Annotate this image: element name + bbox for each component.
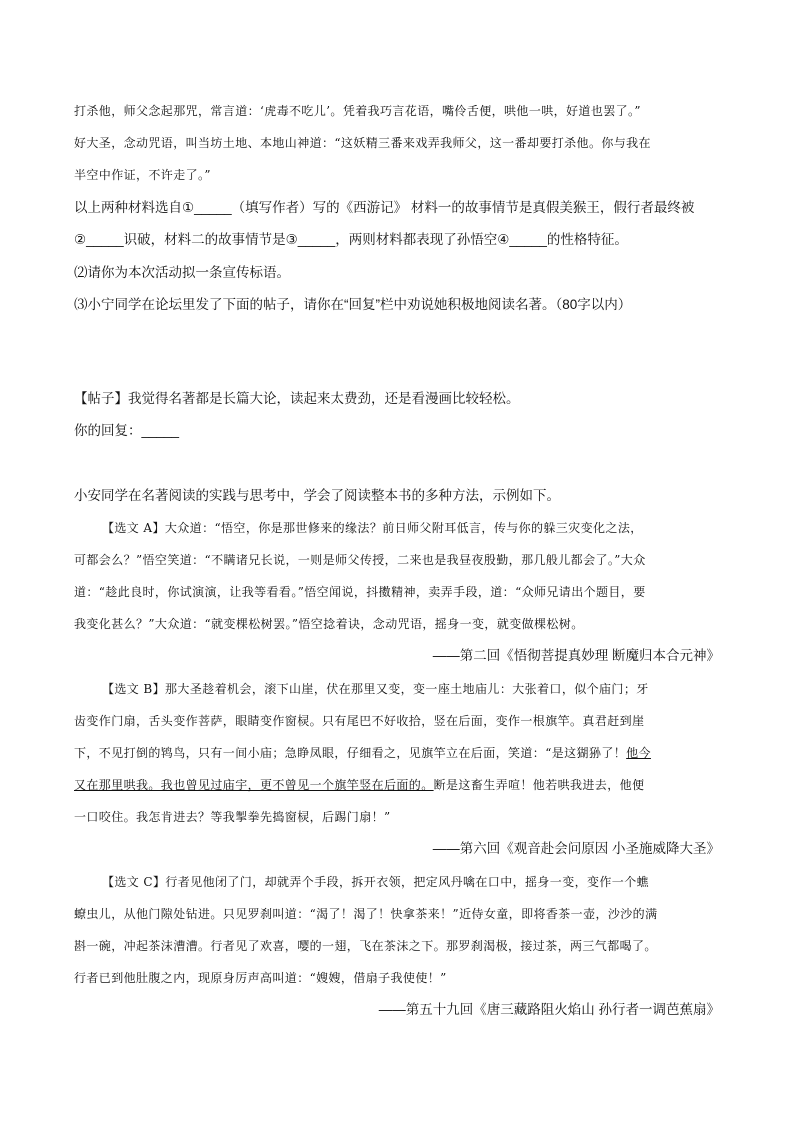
excerpt-c-line: 行者已到他肚腹之内，现原身厉声高叫道：“嫂嫂，借扇子我使使！” (74, 971, 447, 985)
excerpt-b-text: 断是这畜生弄喧！他若哄我进去，他便 (433, 778, 645, 792)
question-1-line: 以上两种材料选自①_____（填写作者）写的《西游记》 材料一的故事情节是真假美猴王，假行者最终被 (74, 200, 695, 215)
excerpt-b-underlined: 他今 (626, 746, 651, 760)
excerpt-b-line: 齿变作门扇，舌头变作菩萨，眼睛变作窗棂。只有尾巴不好收拾，竖在后面，变作一根旗竿。真君赶到崖 (74, 714, 645, 728)
forum-post: 【帖子】我觉得名著都是长篇大论，读起来太费劲，还是看漫画比较轻松。 (74, 391, 520, 406)
material-text-line: 半空中作证，不许走了。” (74, 168, 211, 182)
excerpt-a-line: 可都会么？”悟空笑道：“不瞒诸兄长说，一则是师父传授，二来也是我昼夜殷勤，那几般儿都会了。”大众 (74, 553, 646, 567)
excerpt-b-source: ——第六回《观音赴会问原因 小圣施威降大圣》 (432, 841, 720, 856)
excerpt-c-source: ——第五十九回《唐三藏路阻火焰山 孙行者一调芭蕉扇》 (378, 1002, 720, 1017)
question-3: ⑶小宁同学在论坛里发了下面的帖子，请你在“回复”栏中劝说她积极地阅读名著。（80字以内） (74, 297, 632, 312)
section-intro: 小安同学在名著阅读的实践与思考中，学会了阅读整本书的多种方法，示例如下。 (74, 488, 560, 503)
excerpt-c-line: 【选文 C】行者见他闭了门，却就弄个手段，拆开衣领，把定风丹噙在口中，摇身一变，变作一个蟭 (102, 875, 649, 889)
material-text-line: 好大圣，念动咒语，叫当坊土地、本地山神道：“这妖精三番来戏弄我师父，这一番却要打杀他。你与我在 (74, 136, 651, 150)
excerpt-b-line: 一口咬住。我怎肯进去？等我掣拳先捣窗棂，后踢门扇！” (74, 810, 391, 824)
excerpt-c-line: 蟟虫儿，从他门隙处钻进。只见罗刹叫道：“渴了！渴了！快拿茶来！”近侍女童，即将香茶一壶，沙沙的满 (74, 907, 658, 921)
excerpt-a-line: 道：“趁此良时，你试演演，让我等看看。”悟空闻说，抖擞精神，卖弄手段，道：“众师兄请出个题目，要 (74, 585, 646, 599)
excerpt-b-line (74, 744, 651, 762)
excerpt-b-line: 【选文 B】那大圣趁着机会，滚下山崖，伏在那里又变，变一座土地庙儿：大张着口，似个庙门；牙 (102, 682, 649, 696)
reply-field: 你的回复：_____ (74, 423, 180, 438)
excerpt-a-line: 【选文 A】大众道：“悟空，你是那世修来的缘法？前日师父附耳低言，传与你的躲三灾变化之法， (102, 521, 643, 535)
material-text-line: 打杀他，师父念起那咒，常言道：‘虎毒不吃儿’。凭着我巧言花语，嘴伶舌便，哄他一哄，好道也罢了。” (74, 104, 641, 118)
excerpt-a-source: ——第二回《悟彻菩提真妙理 断魔归本合元神》 (432, 648, 720, 663)
excerpt-a-line: 我变化甚么？”大众道：“就变棵松树罢。”悟空捻着诀，念动咒语，摇身一变，就变做棵松树。 (74, 617, 584, 631)
excerpt-b-line (74, 776, 644, 794)
excerpt-b-text: 下，不见打倒的鸨鸟，只有一间小庙；急睁凤眼，仔细看之，见旗竿立在后面，笑道：“是这猢狲了！ (74, 746, 627, 760)
excerpt-c-line: 斟一碗，冲起茶沫漕漕。行者见了欢喜，嘤的一翅，飞在茶沫之下。那罗刹渴极，接过茶，两三气都喝了。 (74, 939, 657, 953)
excerpt-b-underlined: 又在那里哄我。我也曾见过庙宇，更不曾见一个旗竿竖在后面的。 (74, 778, 434, 792)
question-2: ⑵请你为本次活动拟一条宣传标语。 (74, 265, 290, 280)
question-1-line: ②_____识破，材料二的故事情节是③_____，两则材料都表现了孙悟空④_____的性格特征。 (74, 232, 628, 247)
